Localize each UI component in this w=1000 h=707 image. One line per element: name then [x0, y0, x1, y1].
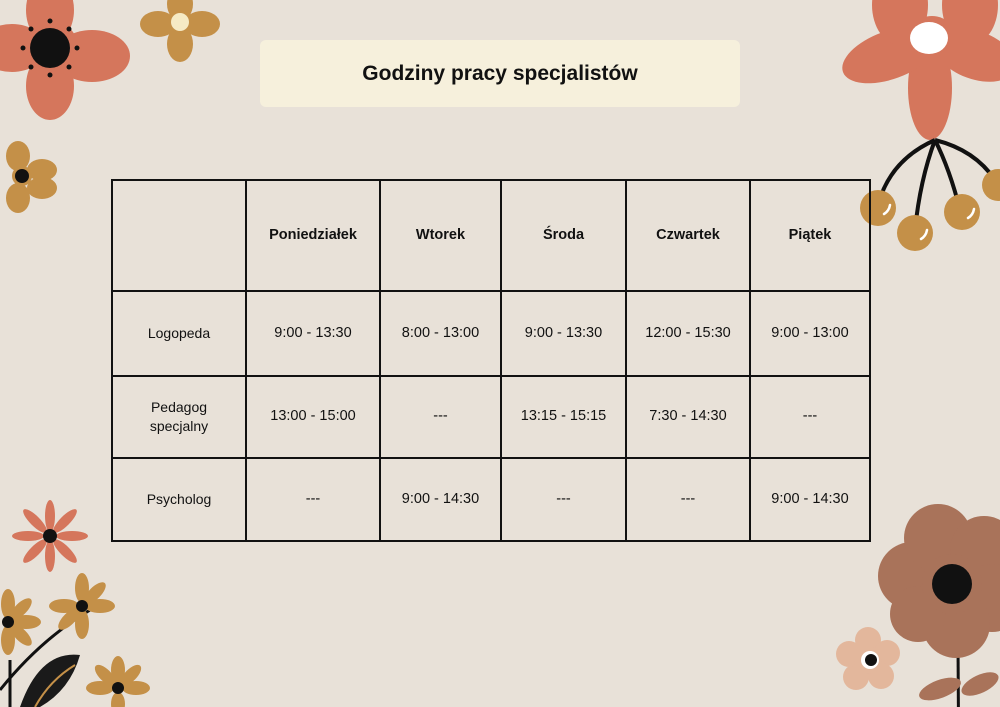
table-row [112, 376, 870, 458]
day-header: Poniedziałek [246, 180, 380, 291]
page-title: Godziny pracy specjalistów [362, 61, 638, 85]
hours-cell: 12:00 - 15:30 [626, 291, 750, 376]
day-header: Środa [501, 180, 626, 291]
table-row [112, 291, 870, 376]
hours-cell: --- [380, 376, 501, 458]
hours-cell: 9:00 - 14:30 [380, 458, 501, 541]
hours-cell: 9:00 - 13:30 [501, 291, 626, 376]
schedule-table [111, 179, 871, 542]
flower-icon [836, 627, 900, 690]
day-header: Piątek [750, 180, 870, 291]
flower-icon [0, 0, 130, 120]
table-row [112, 458, 870, 541]
specialist-label: Psycholog [112, 458, 246, 541]
hours-cell: --- [246, 458, 380, 541]
hours-cell: 9:00 - 13:00 [750, 291, 870, 376]
table-header-row [112, 180, 870, 291]
title-box [260, 40, 740, 107]
day-header: Wtorek [380, 180, 501, 291]
flower-icon [6, 141, 57, 213]
flower-icon [140, 0, 220, 62]
hours-cell: 9:00 - 13:30 [246, 291, 380, 376]
hours-cell: --- [750, 376, 870, 458]
hours-cell: 8:00 - 13:00 [380, 291, 501, 376]
specialist-label: Pedagog specjalny [112, 376, 246, 458]
hours-cell: 13:15 - 15:15 [501, 376, 626, 458]
day-header: Czwartek [626, 180, 750, 291]
hours-cell: 9:00 - 14:30 [750, 458, 870, 541]
hours-cell: 13:00 - 15:00 [246, 376, 380, 458]
flower-icon [878, 504, 1000, 707]
flower-cluster-icon [0, 573, 150, 707]
corner-cell [112, 180, 246, 291]
hours-cell: --- [626, 458, 750, 541]
hours-cell: --- [501, 458, 626, 541]
hours-cell: 7:30 - 14:30 [626, 376, 750, 458]
specialist-label: Logopeda [112, 291, 246, 376]
daisy-icon [12, 500, 88, 572]
